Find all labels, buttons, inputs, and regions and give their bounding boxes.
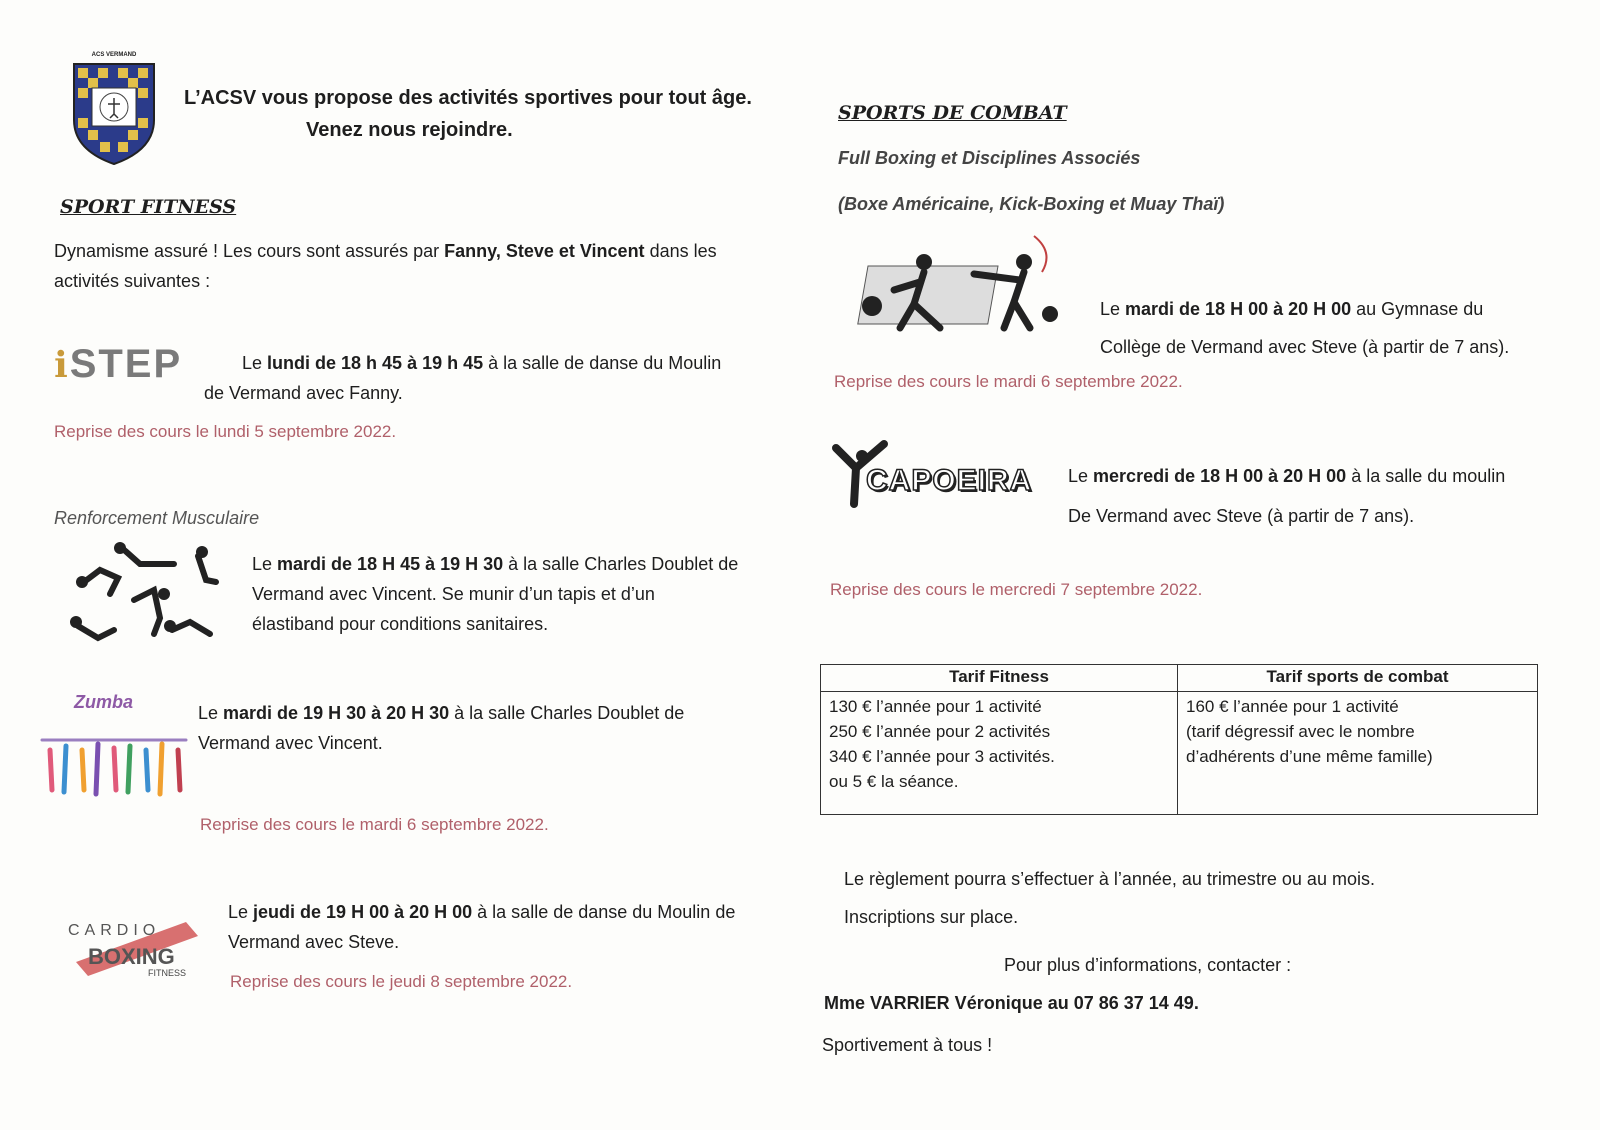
tarif-fitness-line: 340 € l’année pour 3 activités. [829, 747, 1055, 766]
boxing-time: mardi de 18 H 00 à 20 H 00 [1125, 299, 1352, 319]
capoeira-logo [832, 438, 1062, 510]
club-logo [70, 52, 158, 170]
zumba-resume: Reprise des cours le mardi 6 septembre 2022. [200, 815, 549, 834]
header-line-2: Venez nous rejoindre. [306, 119, 513, 141]
intro-text-a: Dynamisme assuré ! Les cours sont assurés par [54, 241, 445, 261]
zumba-post: à la salle Charles Doublet de [449, 703, 685, 723]
cardio-logo-line1: CARDIO [68, 922, 161, 939]
combat-title: SPORTS DE COMBAT [838, 102, 1067, 124]
capoeira-time: mercredi de 18 H 00 à 20 H 00 [1093, 466, 1347, 486]
boxing-resume: Reprise des cours le mardi 6 septembre 2022. [834, 372, 1183, 391]
cardio-schedule [228, 897, 768, 957]
combat-subtitle-1: Full Boxing et Disciplines Associés [838, 148, 1141, 168]
renfo-title: Renforcement Musculaire [54, 508, 260, 528]
renfo-line2: Vermand avec Vincent. Se munir d’un tapis et d’un [252, 584, 655, 604]
zumba-line2: Vermand avec Vincent. [198, 733, 383, 753]
step-logo [54, 342, 182, 387]
cardio-logo-line3: FITNESS [148, 968, 187, 978]
coach-names: Fanny, Steve et Vincent [444, 241, 645, 261]
header-line-1: L’ACSV vous propose des activités sportives pour tout âge. [184, 87, 752, 109]
renfo-time: mardi de 18 H 45 à 19 H 30 [277, 554, 504, 574]
tarif-fitness-line: 250 € l’année pour 2 activités [829, 722, 1051, 741]
step-post: à la salle de danse du Moulin [483, 353, 722, 373]
tarif-fitness-cell [821, 692, 1178, 815]
capoeira-post: à la salle du moulin [1346, 466, 1506, 486]
cardio-resume: Reprise des cours le jeudi 8 septembre 2022. [230, 972, 573, 991]
zumba-time: mardi de 19 H 30 à 20 H 30 [223, 703, 450, 723]
step-line2: de Vermand avec Fanny. [204, 383, 403, 403]
capoeira-logo-text: CAPOEIRA [866, 464, 1033, 497]
kickboxing-illustration-icon [854, 232, 1074, 342]
tarif-table [820, 664, 1538, 815]
sport-fitness-title: SPORT FITNESS [60, 196, 237, 218]
step-resume: Reprise des cours le lundi 5 septembre 2022. [54, 422, 397, 441]
combat-subtitle-2: (Boxe Américaine, Kick-Boxing et Muay Thaï) [838, 194, 1225, 214]
step-pre: Le [242, 353, 268, 373]
logo-caption: ACS VERMAND [91, 52, 137, 58]
dancers-icon [40, 720, 188, 806]
tarif-combat-cell [1178, 692, 1538, 815]
contact-intro: Pour plus d’informations, contacter : [1004, 955, 1292, 975]
tarif-fitness-line: 130 € l’année pour 1 activité [829, 697, 1042, 716]
capoeira-schedule [1068, 456, 1588, 536]
intro-text-d: activités suivantes : [54, 271, 211, 291]
renfo-schedule [252, 549, 772, 639]
renfo-pre: Le [252, 554, 278, 574]
tarif-combat-line: 160 € l’année pour 1 activité [1186, 697, 1399, 716]
step-time: lundi de 18 h 45 à 19 h 45 [267, 353, 484, 373]
payment-info: Le règlement pourra s’effectuer à l’année, au trimestre ou au mois. [844, 869, 1375, 889]
shield-icon [70, 58, 158, 166]
intro-text-c: dans les [644, 241, 717, 261]
cardio-line2: Vermand avec Steve. [228, 932, 400, 952]
tarif-fitness-line: ou 5 € la séance. [829, 772, 959, 791]
tarif-combat-line: d’adhérents d’une même famille) [1186, 747, 1433, 766]
boxing-pre: Le [1100, 299, 1126, 319]
renfo-line3: élastiband pour conditions sanitaires. [252, 614, 549, 634]
boxing-schedule [1100, 290, 1580, 366]
closing-text: Sportivement à tous ! [822, 1035, 993, 1055]
boxing-post: au Gymnase du [1351, 299, 1484, 319]
exercise-figures-icon [70, 542, 230, 654]
cardio-time: jeudi de 19 H 00 à 20 H 00 [253, 902, 473, 922]
tarif-combat-header: Tarif sports de combat [1178, 665, 1538, 692]
fitness-intro [54, 236, 774, 296]
step-schedule [204, 348, 764, 408]
zumba-logo [40, 690, 188, 810]
capoeira-pre: Le [1068, 466, 1094, 486]
cardio-pre: Le [228, 902, 254, 922]
contact-person: Mme VARRIER Véronique au 07 86 37 14 49. [824, 993, 1199, 1013]
step-logo-text: STEP [69, 342, 183, 386]
inscriptions-info: Inscriptions sur place. [844, 907, 1019, 927]
zumba-logo-text: Zumba [74, 692, 134, 712]
step-figure-icon: ℹ [54, 344, 70, 385]
renfo-post: à la salle Charles Doublet de [503, 554, 739, 574]
capoeira-resume: Reprise des cours le mercredi 7 septembre 2022. [830, 580, 1203, 599]
zumba-schedule [198, 698, 758, 758]
cardio-post: à la salle de danse du Moulin de [472, 902, 736, 922]
tarif-fitness-header: Tarif Fitness [821, 665, 1178, 692]
boxing-line2: Collège de Vermand avec Steve (à partir de 7 ans). [1100, 337, 1510, 357]
capoeira-line2: De Vermand avec Steve (à partir de 7 ans). [1068, 506, 1415, 526]
zumba-pre: Le [198, 703, 224, 723]
cardio-boxing-logo [66, 912, 206, 982]
tarif-combat-line: (tarif dégressif avec le nombre [1186, 722, 1415, 741]
cardio-logo-line2: BOXING [88, 944, 175, 969]
